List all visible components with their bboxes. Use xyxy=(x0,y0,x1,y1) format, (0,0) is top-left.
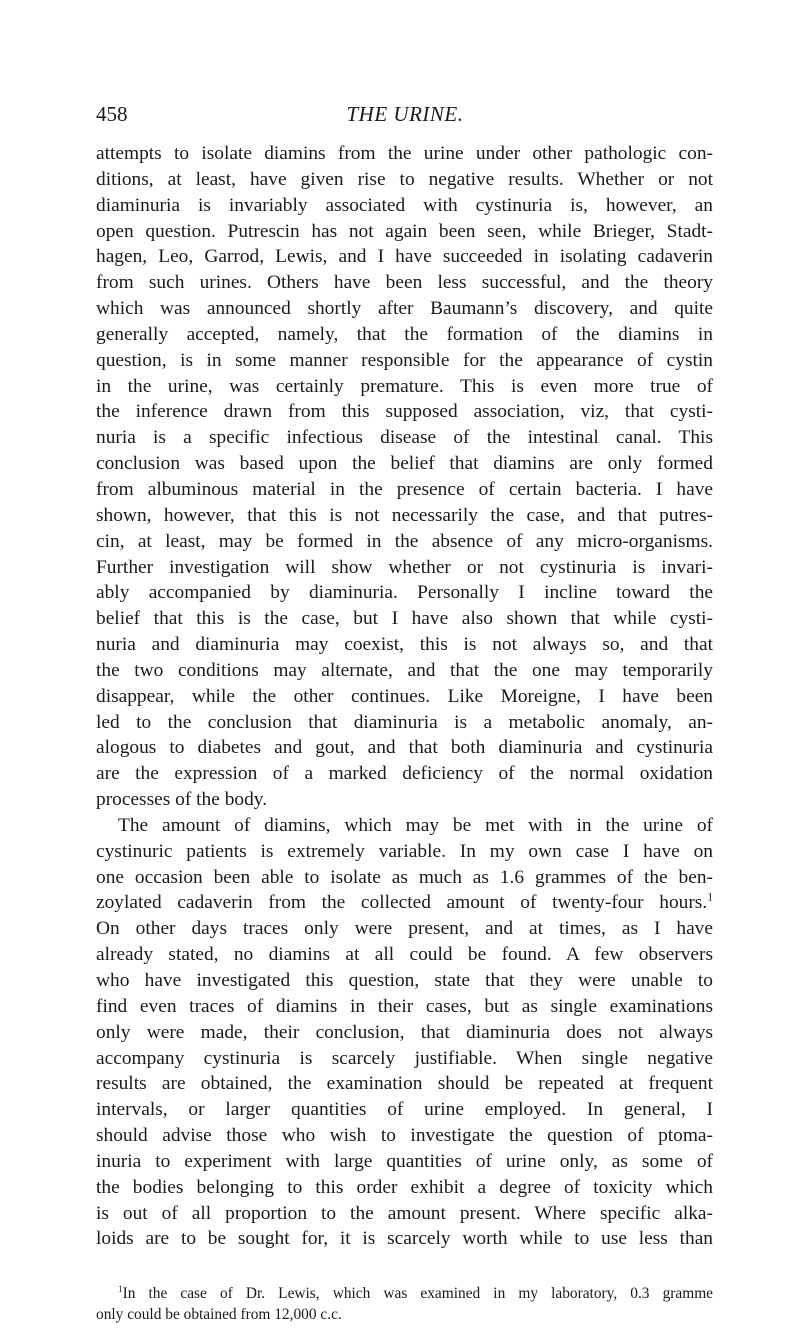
text-line: nuria is a specific infectious disease of the intestinal canal. This xyxy=(96,427,713,449)
text-line: one occasion been able to isolate as much as 1.6 grammes of the ben- xyxy=(96,866,713,888)
footnote-line: only could be obtained from 12,000 c.c. xyxy=(96,1306,342,1323)
text-line: generally accepted, namely, that the formation of the diamins in xyxy=(96,323,713,345)
text-line: the inference drawn from this supposed association, viz, that cysti- xyxy=(96,401,713,423)
text-line: nuria and diaminuria may coexist, this is not always so, and that xyxy=(96,634,713,656)
text-line: results are obtained, the examination should be repeated at frequent xyxy=(96,1073,713,1095)
footnote-text: In the case of Dr. Lewis, which was examined in my laboratory, 0.3 gramme xyxy=(122,1285,713,1302)
footnote-marker: 1 xyxy=(118,1283,123,1294)
text-line: inuria to experiment with large quantities of urine only, as some of xyxy=(96,1150,713,1172)
text-line: disappear, while the other continues. Like Moreigne, I have been xyxy=(96,685,713,707)
text-line: diaminuria is invariably associated with cystinuria is, however, an xyxy=(96,194,713,216)
text-line-content: zoylated cadaverin from the collected amount of twenty-four hours. xyxy=(96,892,708,914)
text-line: who have investigated this question, state that they were unable to xyxy=(96,970,713,991)
text-line: intervals, or larger quantities of urine employed. In general, I xyxy=(96,1099,713,1121)
text-line: shown, however, that this is not necessarily the case, and that putres- xyxy=(96,504,713,526)
text-line: The amount of diamins, which may be met with in the urine of xyxy=(118,814,713,836)
text-line: which was announced shortly after Baumann’s discovery, and quite xyxy=(96,298,713,320)
text-line: cin, at least, may be formed in the absence of any micro-organisms. xyxy=(96,530,713,552)
text-line: are the expression of a marked deficiency of the normal oxidation xyxy=(96,763,713,785)
body-text xyxy=(96,141,713,1252)
text-line: led to the conclusion that diaminuria is a metabolic anomaly, an- xyxy=(96,711,713,733)
text-line: ably accompanied by diaminuria. Personally I incline toward the xyxy=(96,582,713,604)
footnote-reference: 1 xyxy=(707,891,713,904)
running-header xyxy=(96,102,714,132)
running-title: THE URINE. xyxy=(346,102,464,126)
text-line: alogous to diabetes and gout, and that both diaminuria and cystinuria xyxy=(96,737,713,759)
text-line: ditions, at least, have given rise to negative results. Whether or not xyxy=(96,168,713,190)
footnote-line xyxy=(96,1283,713,1304)
text-line: hagen, Leo, Garrod, Lewis, and I have succeeded in isolating cadaverin xyxy=(96,246,713,268)
text-line: attempts to isolate diamins from the urine under other pathologic con- xyxy=(96,143,713,164)
text-line: should advise those who wish to investigate the question of ptoma- xyxy=(96,1125,713,1147)
text-line: already stated, no diamins at all could be found. A few observers xyxy=(96,944,713,966)
text-line: loids are to be sought for, it is scarcely worth while to use less than xyxy=(96,1228,713,1250)
text-line: only were made, their conclusion, that diaminuria does not always xyxy=(96,1021,713,1043)
text-line: question, is in some manner responsible for the appearance of cystin xyxy=(96,349,713,371)
page-number: 458 xyxy=(96,102,128,126)
text-line: the two conditions may alternate, and that the one may temporarily xyxy=(96,659,713,681)
text-line: from albuminous material in the presence of certain bacteria. I have xyxy=(96,478,713,500)
text-line: cystinuric patients is extremely variable. In my own case I have on xyxy=(96,840,713,862)
text-line: conclusion was based upon the belief that diamins are only formed xyxy=(96,453,713,475)
text-line: open question. Putrescin has not again been seen, while Brieger, Stadt- xyxy=(96,220,713,242)
text-line: On other days traces only were present, and at times, as I have xyxy=(96,918,713,940)
text-line: the bodies belonging to this order exhibit a degree of toxicity which xyxy=(96,1176,713,1198)
text-line: find even traces of diamins in their cases, but as single examinations xyxy=(96,995,713,1017)
footnote xyxy=(96,1283,713,1325)
text-line-with-footnote xyxy=(96,890,713,916)
text-line: accompany cystinuria is scarcely justifiable. When single negative xyxy=(96,1047,713,1069)
text-line: Further investigation will show whether or not cystinuria is invari- xyxy=(96,556,713,578)
text-line: is out of all proportion to the amount present. Where specific alka- xyxy=(96,1202,713,1224)
text-line: processes of the body. xyxy=(96,789,268,811)
text-line: in the urine, was certainly premature. This is even more true of xyxy=(96,375,713,397)
text-line: belief that this is the case, but I have also shown that while cysti- xyxy=(96,608,713,630)
text-line: from such urines. Others have been less successful, and the theory xyxy=(96,272,713,294)
